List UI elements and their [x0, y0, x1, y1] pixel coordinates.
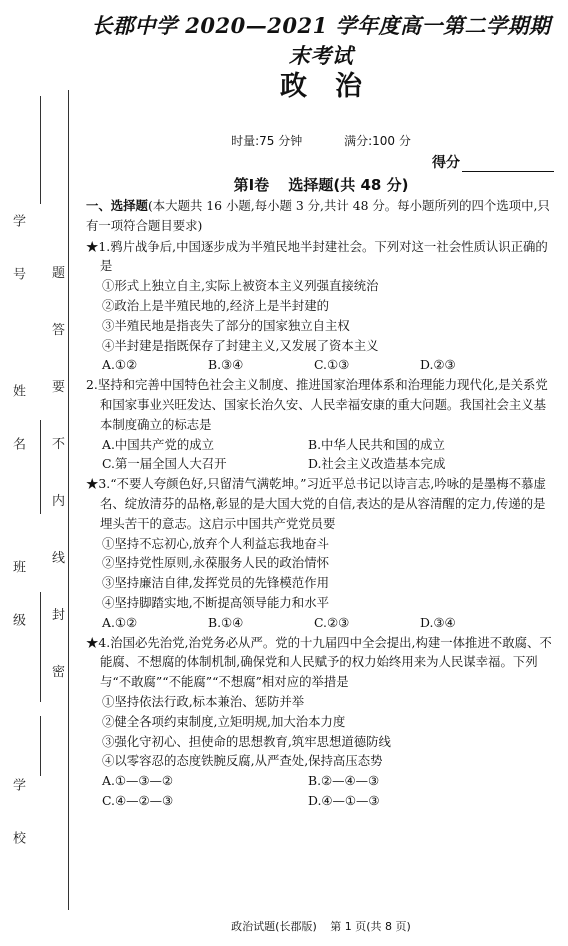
instructions-head: 一、选择题 [86, 198, 148, 213]
footer-page: 第 1 页(共 8 页) [330, 920, 411, 933]
section-label: 第Ⅰ卷 [233, 176, 270, 194]
class-label: 班 级 [10, 560, 25, 645]
statement-item: ③坚持廉洁自律,发挥党员的先锋模范作用 [102, 575, 329, 591]
option-c[interactable]: C.第一届全国人大召开 [102, 456, 227, 472]
seal-char: 题 [52, 266, 66, 281]
question-stem: 2.坚持和完善中国特色社会主义制度、推进国家治理体系和治理能力现代化,是关系党和国家事业兴旺发达、国家长治久安、人民幸福安康的重大问题。我国社会主义基本制度确立的标志是 [86, 377, 548, 432]
instructions-text: (本大题共 16 小题,每小题 3 分,共计 48 分。每小题所列的四个选项中,只有一项符合题目要求) [86, 198, 550, 233]
question-2 [86, 375, 556, 474]
seal-char: 答 [52, 323, 66, 338]
section-heading [86, 174, 556, 195]
option-d[interactable]: D.②③ [420, 357, 456, 373]
option-c[interactable]: C.①③ [314, 357, 350, 373]
statement-item: ①坚持依法行政,标本兼治、惩防并举 [102, 693, 305, 709]
question-4 [86, 633, 556, 811]
instructions [86, 196, 556, 236]
student-id-label: 学 号 [10, 214, 25, 299]
option-c[interactable]: C.④—②—③ [102, 792, 174, 808]
school-label: 学 校 [10, 778, 25, 863]
time-limit: 时量:75 分钟 [231, 134, 303, 148]
score-label: 得分 [432, 155, 460, 171]
statement-item: ②政治上是半殖民地的,经济上是半封建的 [102, 297, 329, 313]
score-blank[interactable] [462, 157, 554, 172]
subject-title: 政治 [280, 71, 390, 102]
exam-title: 长郡中学 2020—2021 学年度高一第二学期期末考试 [91, 13, 551, 68]
statement-item: ④坚持脚踏实地,不断提高领导能力和水平 [102, 594, 329, 610]
statement-item: ②健全各项约束制度,立矩明规,加大治本力度 [102, 713, 346, 729]
answer-options [86, 771, 556, 811]
option-a[interactable]: A.①—③—② [102, 773, 173, 789]
question-1 [86, 237, 556, 376]
seal-char: 线 [52, 551, 66, 566]
option-a[interactable]: A.中国共产党的成立 [102, 436, 215, 452]
option-d[interactable]: D.④—①—③ [308, 792, 380, 808]
seal-char: 密 [52, 665, 66, 680]
question-stem: ★1.鸦片战争后,中国逐步成为半殖民地半封建社会。下列对这一社会性质认识正确的是 [86, 238, 548, 274]
answer-options [86, 435, 556, 475]
statement-item: ④以零容忍的态度铁腕反腐,从严查处,保持高压态势 [102, 753, 383, 769]
seal-line [68, 90, 69, 910]
full-score: 满分:100 分 [344, 134, 411, 148]
seal-char: 封 [52, 608, 66, 623]
statement-item: ①坚持不忘初心,放弃个人利益忘我地奋斗 [102, 535, 329, 551]
footer-name: 政治试题(长郡版) [231, 920, 317, 933]
option-b[interactable]: B.中华人民共和国的成立 [308, 436, 445, 452]
exam-meta [86, 132, 556, 149]
option-c[interactable]: C.②③ [314, 614, 350, 630]
binding-strip [0, 0, 80, 946]
statement-item: ③半殖民地是指丧失了部分的国家独立自主权 [102, 317, 350, 333]
seal-char: 要 [52, 380, 66, 395]
option-b[interactable]: B.②—④—③ [308, 773, 380, 789]
answer-options [86, 613, 556, 633]
option-b[interactable]: B.①④ [208, 614, 244, 630]
statement-item: ②坚持党性原则,永葆服务人民的政治情怀 [102, 555, 329, 571]
class-line [40, 592, 41, 702]
question-stem: ★4.治国必先治党,治党务必从严。党的十九届四中全会提出,构建一体推进不敢腐、不能腐、不想腐的体制机制,确保党和人民赋予的权力始终用来为人民谋幸福。下列与“不敢腐”“不能腐”“不想腐”相对应的举措是 [86, 634, 552, 690]
option-a[interactable]: A.①② [102, 614, 138, 630]
name-label: 姓 名 [10, 384, 25, 469]
seal-char: 不 [52, 437, 66, 452]
answer-options [86, 355, 556, 375]
seal-warning [52, 262, 65, 680]
question-3 [86, 474, 556, 632]
page-footer [86, 918, 556, 934]
section-title: 选择题(共 48 分) [288, 176, 409, 194]
option-b[interactable]: B.③④ [208, 357, 244, 373]
option-a[interactable]: A.①② [102, 357, 138, 373]
option-d[interactable]: D.社会主义改造基本完成 [308, 456, 446, 472]
school-line [40, 716, 41, 776]
statement-item: ④半封建是指既保存了封建主义,又发展了资本主义 [102, 337, 379, 353]
option-d[interactable]: D.③④ [420, 614, 456, 630]
question-stem: ★3.“不要人夸颜色好,只留清气满乾坤。”习近平总书记以诗言志,吟咏的是墨梅不慕虚名、绽放清芬的品格,彰显的是大国大党的自信,表达的是从容清醒的定力,传递的是埋头苦干的意志。这启示中国共产党党员要 [86, 476, 546, 531]
statement-item: ①形式上独立自主,实际上被资本主义列强直接统治 [102, 278, 379, 294]
questions-area [86, 196, 556, 811]
seal-char: 内 [52, 494, 66, 509]
student-id-line [40, 96, 41, 204]
name-line [40, 420, 41, 514]
score-field[interactable] [432, 152, 554, 172]
statement-item: ③强化守初心、担使命的思想教育,筑牢思想道德防线 [102, 733, 391, 749]
